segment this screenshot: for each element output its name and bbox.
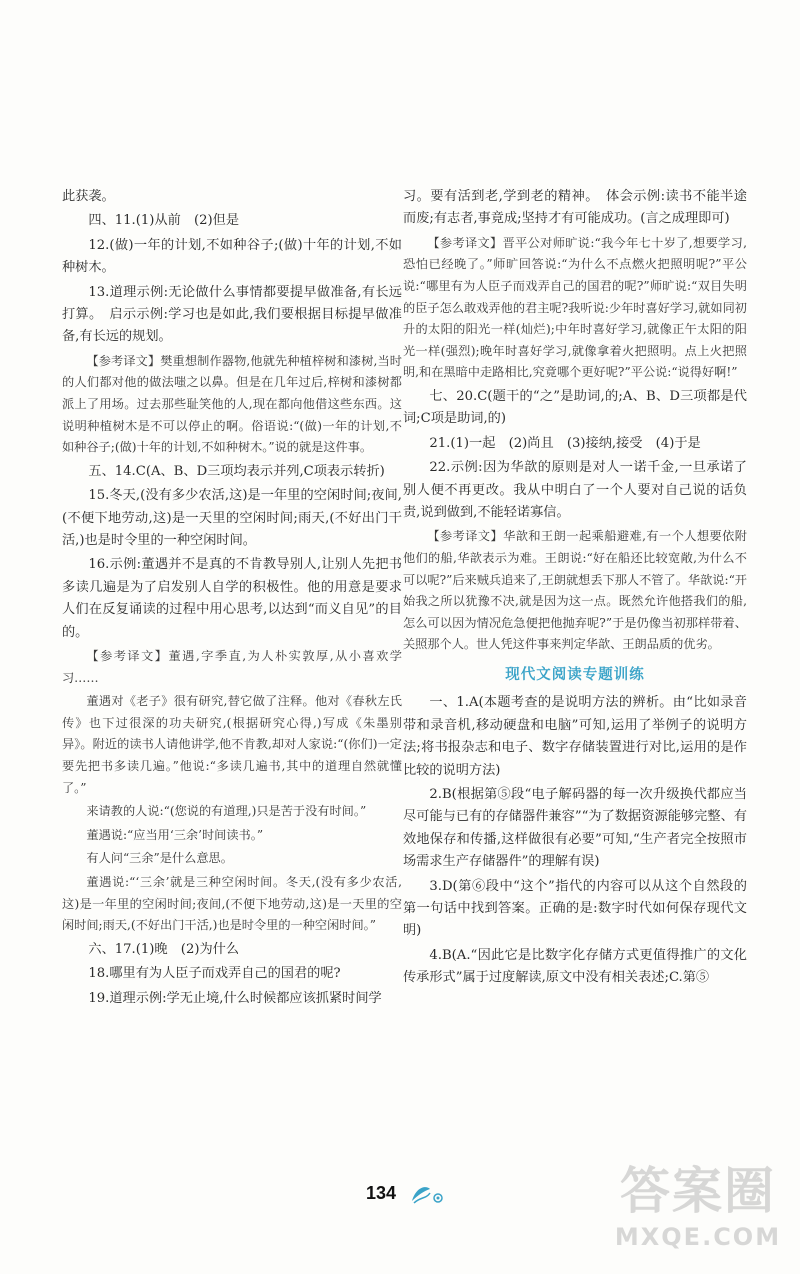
- paragraph: 董遇说:“应当用‘三余’时间读书。”: [86, 827, 264, 842]
- paragraph: 五、14.C(A、B、D三项均表示并列,C项表示转折): [88, 463, 385, 479]
- paragraph: 22.示例:因为华歆的原则是对人一诺千金,一旦承诺了别人便不再更改。我从中明白了一个人要对自己说的话负责,说到做到,不能轻诺寡信。: [403, 460, 747, 520]
- paragraph: 七、20.C(题干的“之”是助词,的;A、B、D三项都是代词;C项是助词,的): [403, 388, 747, 427]
- watermark: [606, 1160, 790, 1270]
- paragraph: 一、1.A(本题考查的是说明方法的辨析。由“比如录音带和录音机,移动硬盘和电脑”可知,运用了举例子的说明方法;将书报杂志和电子、数字存储装置进行对比,运用的是作比较的说明方法): [403, 695, 747, 778]
- paragraph: 19.道理示例:学无止境,什么时候都应该抓紧时间学: [88, 990, 382, 1006]
- paragraph: 4.B(A.“因此它是比数字化存储方式更值得推广的文化传承形式”属于过度解读,原文中没有相关表述;C.第⑤: [403, 947, 747, 986]
- paragraph: 13.道理示例:无论做什么事情都要提早做准备,有长远打算。 启示示例:学习也是如此,我们要根据目标提早做准备,有长远的规划。: [62, 284, 402, 345]
- paragraph: 12.(做)一年的计划,不如种谷子;(做)十年的计划,不如种树木。: [62, 237, 402, 276]
- paragraph: 此获袭。: [62, 189, 115, 204]
- section-title: 现代文阅读专题训练: [505, 665, 645, 683]
- paragraph: 21.(1)一起 (2)尚且 (3)接纳,接受 (4)于是: [429, 435, 701, 451]
- watermark-logo-text: 答案圈: [620, 1162, 776, 1220]
- paragraph: 四、11.(1)从前 (2)但是: [88, 213, 240, 229]
- paragraph: 董遇说:“‘三余’就是三种空闲时间。冬天,(没有多少农活,这)是一年里的空闲时间;夜间,(不便下地劳动,这)是一天里的空闲时间;雨天,(不好出门干活,)也是时令里的一种空闲时间。”: [62, 875, 402, 933]
- paragraph: 18.哪里有为人臣子而戏弄自己的国君的呢?: [88, 966, 341, 982]
- paragraph: 【参考译文】晋平公对师旷说:“我今年七十岁了,想要学习,恐怕已经晚了。”师旷回答说:“为什么不点燃火把照明呢?”平公说:“哪里有为人臣子而戏弄自己的国君的呢?”师旷说:“双目失明的臣子怎么敢戏弄他的君主呢?我听说:少年时喜好学习,就如同初升的太阳的阳光一样(灿烂);中年时喜好学习,就像正午太阳的阳光一样(强烈);晚年时喜好学习,就像拿着火把照明。点上火把照明,和在黑暗中走路相比,究竟哪个更好呢?”平公说:“说得好啊!”: [403, 235, 747, 380]
- paragraph: 16.示例:董遇并不是真的不肯教导别人,让别人先把书多读几遍是为了启发别人自学的积极性。他的用意是要求人们在反复诵读的过程中用心思考,以达到“而义自见”的目的。: [62, 557, 402, 640]
- paragraph: 六、17.(1)晚 (2)为什么: [88, 941, 240, 957]
- paragraph: 【参考译文】董遇,字季直,为人朴实敦厚,从小喜欢学习……: [62, 649, 402, 685]
- paragraph: 董遇对《老子》很有研究,替它做了注释。他对《春秋左氏传》也下过很深的功夫研究,(根据研究心得,)写成《朱墨别异》。附近的读书人请他讲学,他不肯教,却对人家说:“(你们)一定要先把书多读几遍。”他说:“多读几遍书,其中的道理自然就懂了。”: [62, 694, 402, 795]
- paragraph: 3.D(第⑥段中“这个”指代的内容可以从这个自然段的第一句话中找到答案。正确的是:数字时代如何保存现代文明): [403, 878, 747, 939]
- paragraph: 15.冬天,(没有多少农活,这)是一年里的空闲时间;夜间,(不便下地劳动,这)是一天里的空闲时间;雨天,(不好出门干活,)也是时令里的一种空闲时间。: [62, 488, 402, 549]
- right-column: [403, 186, 747, 992]
- paragraph: 【参考译文】樊重想制作器物,他就先种植梓树和漆树,当时的人们都对他的做法嗤之以鼻。但是在几年过后,梓树和漆树都派上了用场。过去那些耻笑他的人,现在都向他借这些东西。这说明种植树木是不可以停止的啊。俗语说:“(做)一年的计划,不如种谷子;(做)十年的计划,不如种树木。”说的就是这件事。: [62, 353, 402, 455]
- paragraph: 习。要有活到老,学到老的精神。 体会示例:读书不能半途而废;有志者,事竟成;坚持才有可能成功。(言之成理即可): [403, 189, 747, 227]
- left-column: [62, 186, 402, 1012]
- leaf-decoration-icon: [408, 1181, 448, 1211]
- paragraph: 【参考译文】华歆和王朗一起乘船避难,有一个人想要依附他们的船,华歆表示为难。王朗说:“好在船还比较宽敞,为什么不可以呢?”后来贼兵追来了,王朗就想丢下那人不管了。华歆说:“开始我之所以犹豫不决,就是因为这一点。既然允许他搭我们的船,怎么可以因为情况危急便把他抛弃呢?”于是仍像当初那样带着、关照那个人。世人凭这件事来判定华歆、王朗品质的优劣。: [403, 529, 747, 652]
- paragraph: 2.B(根据第⑤段“电子解码器的每一次升级换代都应当尽可能与已有的存储器件兼容”“为了数据资源能够完整、有效地保存和传播,这样做很有必要”可知,“生产者完全按照市场需求生产存储器件”的理解有误): [403, 787, 747, 870]
- paragraph: 来请教的人说:“(您说的有道理,)只是苦于没有时间。”: [86, 804, 367, 819]
- paragraph: 有人问“三余”是什么意思。: [86, 851, 233, 866]
- watermark-url: MXQE.COM: [614, 1223, 782, 1251]
- page-number: 134: [366, 1183, 397, 1203]
